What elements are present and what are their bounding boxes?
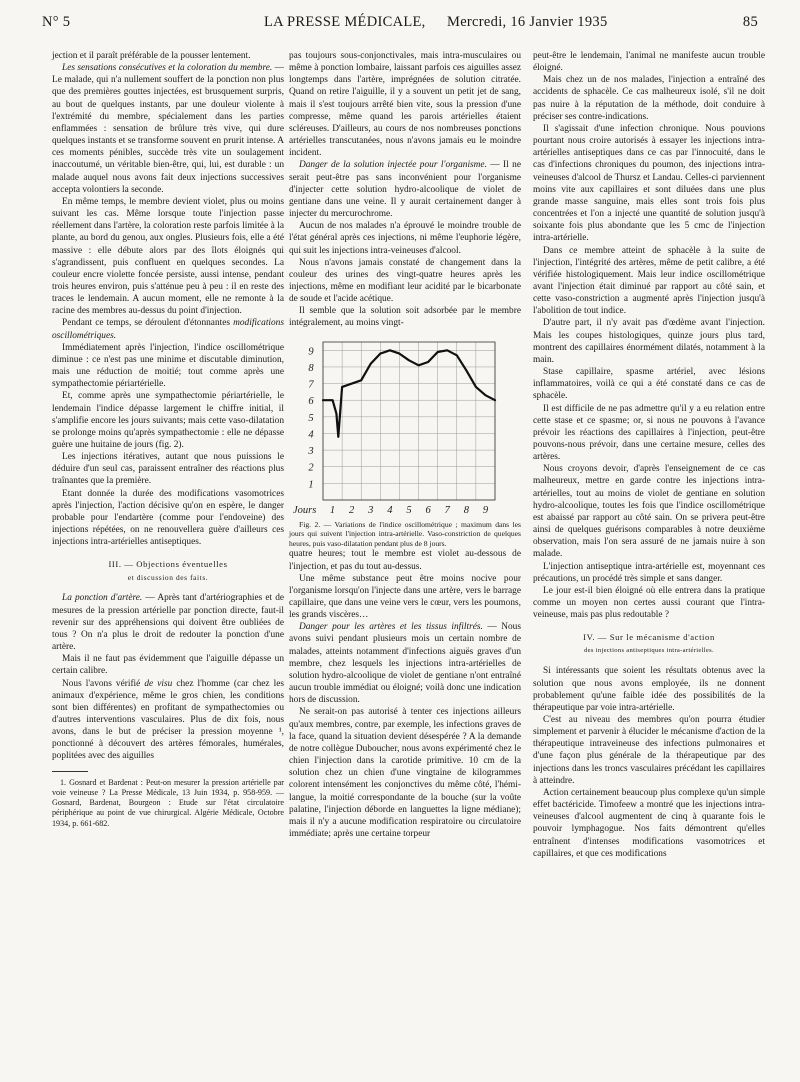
y-tick-label: 1 <box>308 478 314 490</box>
paragraph: En même temps, le membre devient violet, plus ou moins suivant les cas. Même lorsque toute l'injection passe réellement dans l'artère, la coloration reste parfois limitée à la plante, au bord du genou, aux ongles. Plusieurs fois, elle a été massive : elle débute alors par des îlots éloignés qui s'agrandissent, puis confluent en quelques secondes. La couleur encre violette foncée persiste, aussi intense, pendant trois heures environ, puis s'atténue peu à peu : il en reste des traces le lendemain. A aucun moment, elle ne remonte à la racine des membres au-dessus du point d'injection. <box>52 196 284 317</box>
paragraph: Stase capillaire, spasme artériel, avec lésions inflammatoires, voilà ce qui a été constaté dans ce cas de sphacèle. <box>533 367 765 402</box>
paragraph: Danger de la solution injectée pour l'organisme. — Il ne serait peut-être pas sans inconvénient pour l'organisme d'injecter cette solution hydro-alcoolique de violet de gentiane dans une veine. Il y aurait certainement danger à injecter du mercurochrome. <box>289 160 521 220</box>
paragraph: Nous n'avons jamais constaté de changement dans la couleur des urines des vingt-quatre heures après les injections, même en modifiant leur acidité par le bicarbonate de soude et l'acide acétique. <box>289 257 521 305</box>
data-point <box>399 353 400 354</box>
footnote: 1. Gosnard et Bardenat : Peut-on mesurer la pression artérielle par voie veineuse ? La Presse Médicale, 13 Juin 1934, p. 958-959. — Gosnard, Bardenat, Bourgeon : Etude sur l'état circulatoire périphérique au point de vue chirurgical. Algérie Médicale, Octobre 1934, p. 661-682. <box>52 777 284 828</box>
paragraph-title: Danger de la solution injectée pour l'organisme. <box>299 160 487 171</box>
data-point <box>408 359 409 360</box>
column-2 <box>289 50 521 840</box>
section-heading: IV. — Sur le mécanisme d'action des injections antiseptiques intra-artérielles. <box>583 632 715 655</box>
data-point <box>447 349 448 350</box>
y-tick-label: 4 <box>308 429 314 441</box>
column-1 <box>52 50 284 829</box>
data-point <box>418 364 419 365</box>
paragraph: Nous croyons devoir, d'après l'enseignement de ce cas malheureux, mettre en garde contre les injections intra-artérielles, tout au moins de violet de gentiane en solution hydro-alcoolique, toutes les fois que l'indice oscillométrique est abaissé par rapport au côté sain. On se privera peut-être ainsi de quelques guérisons comparables à notre deuxième observation, mais l'on sera assuré de ne jamais nuire à son malade. <box>533 464 765 560</box>
x-tick-label: 8 <box>463 504 469 516</box>
paragraph: Le jour est-il bien éloigné où elle entrera dans la pratique comme un moyen non certes aussi courant que l'intra-veineuse, mais pas plus redoutable ? <box>533 585 765 621</box>
paragraph: Mais chez un de nos malades, l'injection a entraîné des accidents de sphacèle. Ce cas malheureux isolé, s'il ne doit pas nuire à la réputation de la méthode, doit conduire à préciser ses contre-indications. <box>533 75 765 122</box>
paragraph: Une même substance peut être moins nocive pour l'organisme lorsqu'on l'injecte dans une artère, vers le barrage capillaire, que dans une veine vers le cœur, vers les poumons, les grands viscères… <box>289 573 521 621</box>
x-tick-label: 3 <box>368 504 374 516</box>
footnote-rule <box>52 771 88 772</box>
issue-number: N° 5 <box>42 14 71 30</box>
data-point <box>338 436 339 437</box>
data-point <box>428 361 429 362</box>
x-tick-label: 6 <box>425 504 431 516</box>
journal-title: LA PRESSE MÉDICALE, <box>264 14 426 30</box>
paragraph: Action certainement beaucoup plus complexe qu'un simple effet bactéricide. Timofeew a montré que les injections intra-veineuses d'alcool augmentent de cinq à quarante fois le pouvoir lymphagogue. Nos faits démontrent qu'elles entraînent d'intenses modifications vasomotrices et capillaires, et que ces modifications <box>533 787 765 859</box>
data-point <box>336 413 337 414</box>
y-tick-label: 3 <box>308 445 314 457</box>
paragraph-title: Danger pour les artères et les tissus infiltrés. <box>299 622 483 633</box>
column-3 <box>533 50 765 860</box>
paragraph: Si intéressants que soient les résultats obtenus avec la solution que nous avons employée, ils ne donnent probablement qu'une faible idée des possibilités de la thérapeutique par voie intra-artérielle. <box>533 666 765 713</box>
x-tick-label: 4 <box>387 504 393 516</box>
paragraph: Les injections itératives, autant que nous puissions le déduire d'un seul cas, paraissent entraîner des réactions plus traînantes que la première. <box>52 452 284 487</box>
data-point <box>332 399 333 400</box>
paragraph-title: Les sensations consécutives et la coloration du membre. <box>62 63 273 74</box>
paragraph: jection et il paraît préférable de la pousser lentement. <box>52 51 251 61</box>
paragraph: Et, comme après une sympathectomie périartérielle, le lendemain l'indice dépasse largement le chiffre initial, il s'amplifie encore les jours suivants; mais cette vaso-dilatation se prolonge moins qu'après sympathectomie : elle ne dépasse guère une huitaine de jours (fig. 2). <box>52 391 284 450</box>
paragraph-title: La ponction d'artère. <box>62 593 143 604</box>
paragraph: Pendant ce temps, se déroulent d'étonnantes modifications oscillométriques. <box>52 318 284 341</box>
series-line <box>323 350 495 437</box>
paragraph: pas toujours sous-conjonctivales, mais intra-musculaires ou même à ponction lombaire, laissant parfois ces aiguilles assez longtemps dans l'artère, imprégnées de solution citratée. Quand on retire l'aiguille, il y a souvent un petit jet de sang, mais il s'est toujours arrêté bien vite, sous la pression d'une compresse, même quand les parois artérielles étaient scléreuses. D'ailleurs, au cours de nos nombreuses ponctions artérielles transcutanées, nous n'avons jamais eu le moindre incident. <box>289 51 521 159</box>
paragraph: Il s'agissait d'une infection chronique. Nous pouvions pourtant nous croire autorisés à essayer les injections intra-artérielles antiseptiques dans ce cas par l'innocuité, dans le cas d'infections chroniques du poumon, des injections intra-veineuses d'alcool de Thursz et Landau. Celles-ci parviennent moins vite aux capillaires et sont diluées dans une plus grande masse sanguine, mais elles sont trois fois plus concentrées et l'on a injecté une quantité de solution jusqu'à soixante fois plus abondante que les 5 cmc de l'injection intra-artérielle. <box>533 123 765 244</box>
paragraph: D'autre part, il n'y avait pas d'œdème avant l'injection. Mais les coupes histologiques, quinze jours plus tard, montrent des capillaires énormément dilatés, notamment à la main. <box>533 318 765 365</box>
paragraph: Il semble que la solution soit adsorbée par le membre intégralement, au moins vingt- <box>289 306 521 329</box>
data-point <box>475 386 476 387</box>
y-tick-label: 8 <box>308 362 314 374</box>
figure-caption: Fig. 2. — Variations de l'indice oscillométrique ; maximum dans les jours qui suivent l'injection intra-artérielle. Vaso-constriction de quelques heures, puis vaso-dilatation pendant plus de 8 jours. <box>289 519 521 548</box>
data-point <box>437 351 438 352</box>
figure-2-chart <box>289 334 521 520</box>
x-tick-label: 7 <box>444 504 450 516</box>
data-point <box>485 394 486 395</box>
paragraph: Danger pour les artères et les tissus infiltrés. — Nous avons suivi pendant plusieurs mois un certain nombre de malades, atteints notamment d'infections aiguës graves d'un membre, chez lesquels les injections intra-artérielles de solution hydro-alcoolique de violet de gentiane n'ont entraîné aucun trouble immédiat ou éloigné; voilà donc une indication hors de discussion. <box>289 622 521 706</box>
paragraph: quatre heures; tout le membre est violet au-dessous de l'injection, et pas du tout au-dessus. <box>289 549 521 572</box>
y-tick-label: 7 <box>308 379 314 391</box>
paragraph: Etant donnée la durée des modifications vasomotrices après l'injection, l'action décisive qu'on en espère, le danger probable pour l'endartère (comme pour l'endoveine) des injections répétées, on ne renouvellera guère d'ailleurs ces injections intra-artérielles antiseptiques. <box>52 488 284 548</box>
data-point <box>380 353 381 354</box>
paragraph: Dans ce membre atteint de sphacèle à la suite de l'injection, l'intégrité des artères, même de petit calibre, a été vérifiée histologiquement. Mais leur indice oscillométrique avant l'injection était diminué par rapport au côté sain, et cette vaso-constriction a augmenté après l'injection jusqu'à l'abolition de tout indice. <box>533 245 765 317</box>
data-point <box>370 363 371 364</box>
x-tick-label: 2 <box>349 504 355 516</box>
data-point <box>456 354 457 355</box>
paragraph: Les sensations consécutives et la coloration du membre. — Le malade, qui n'a nullement souffert de la ponction non plus que des premières gouttes injectées, est brusquement surpris, au bout de quelques instants, par une douleur violente à l'extrémité du membre, spécialement dans les parties enflammées : sensation de brûlure très vive, qui dure quelques instants et se transforme souvent en prurit intense. A ces moments pénibles, succède très vite un soulagement inaccoutumé, un véritable bien-être, qui, lui, est durable : un malade auquel nous avons fait deux injections successives accepta volontiers la seconde. <box>52 63 285 195</box>
x-tick-label: 9 <box>482 504 489 516</box>
paragraph: Aucun de nos malades n'a éprouvé le moindre trouble de l'état général après ces injections, ni même l'euphorie légère, qui suit les injections intra-veineuses d'alcool. <box>289 221 521 256</box>
paragraph: Immédiatement après l'injection, l'indice oscillométrique diminue : ce n'est pas une minime et discutable diminution, mais une réduction de moitié; tout comme après une sympathectomie périartérielle. <box>52 342 284 390</box>
section-heading: III. — Objections éventuelles et discussion des faits. <box>108 559 228 583</box>
paragraph: Nous l'avons vérifié de visu chez l'homme (car chez les animaux d'expérience, même le gros chien, les conditions sont bien différentes) en profitant de sympathectomies ou d'autres interventions vasculaires. Plus de dix fois, nous avons, dans le but de préciser la pression moyenne ¹, ponctionné à découvert des artères fémorales, humérales, poplitées avec des aiguilles <box>52 678 284 762</box>
paragraph: Il est difficile de ne pas admettre qu'il y a eu relation entre cette stase et ce spasme; or, si nous ne pouvons à l'avance prévoir les réactions des capillaires à l'injection, peut-être pouvons-nous prévoir, dans une certaine mesure, celles des artères. <box>533 403 765 463</box>
page-number: 85 <box>742 14 758 30</box>
data-point <box>342 386 343 387</box>
data-point <box>389 349 390 350</box>
data-point <box>361 379 362 380</box>
y-tick-label: 2 <box>308 462 314 474</box>
paragraph: L'injection antiseptique intra-artérielle est, moyennant ces précautions, un procédé très simple et sans danger. <box>533 561 765 584</box>
paragraph: La ponction d'artère. — Après tant d'artériographies et de mesures de la pression artérielle par ponction directe, faut-il revenir sur des appréhensions qui doivent être oubliées de tous ? On n'a plus le droit de redouter la ponction d'une artère. <box>52 593 285 653</box>
data-point <box>494 399 495 400</box>
y-tick-label: 6 <box>308 395 314 407</box>
plot-frame <box>323 342 495 500</box>
paragraph: peut-être le lendemain, l'animal ne manifeste aucun trouble éloigné. <box>533 51 765 74</box>
y-tick-label: 5 <box>308 412 314 424</box>
y-tick-label: 9 <box>308 345 314 357</box>
paragraph: Mais il ne faut pas évidemment que l'aiguille dépasse un certain calibre. <box>52 654 284 677</box>
issue-date: Mercredi, 16 Janvier 1935 <box>447 14 608 30</box>
paragraph: C'est au niveau des membres qu'on pourra étudier simplement et parvenir à élucider le mécanisme d'action de la thérapeutique intraveineuse des infections pulmonaires et d'une façon plus générale de la thérapeutique par des injections dans les troncs vasculaires précédant les capillaires à atteindre. <box>533 714 765 786</box>
page-header <box>42 14 758 36</box>
x-tick-label: 5 <box>406 504 412 516</box>
data-point <box>322 399 323 400</box>
x-tick-label: 1 <box>329 504 336 516</box>
paragraph: Ne serait-on pas autorisé à tenter ces injections ailleurs qu'aux membres, contre, par exemple, les infections graves de la face, quand la situation devient désespérée ? A la demande de notre collègue Duboucher, nous avons expérimenté chez le chien l'injection dans la carotide primitive. 10 cm de la solution chez un chien d'une vingtaine de kilogrammes colorent intensément les conjonctives du même côté, l'hémi-langue, la moitié correspondante de la bouche (sur la voûte palatine, l'injection déborde en languettes la ligne médiane); mais il n'y a aucune modification respiratoire ou circulatoire immédiate; après une certaine torpeur <box>289 707 521 839</box>
data-point <box>466 369 467 370</box>
x-axis-label: Jours <box>293 504 317 516</box>
